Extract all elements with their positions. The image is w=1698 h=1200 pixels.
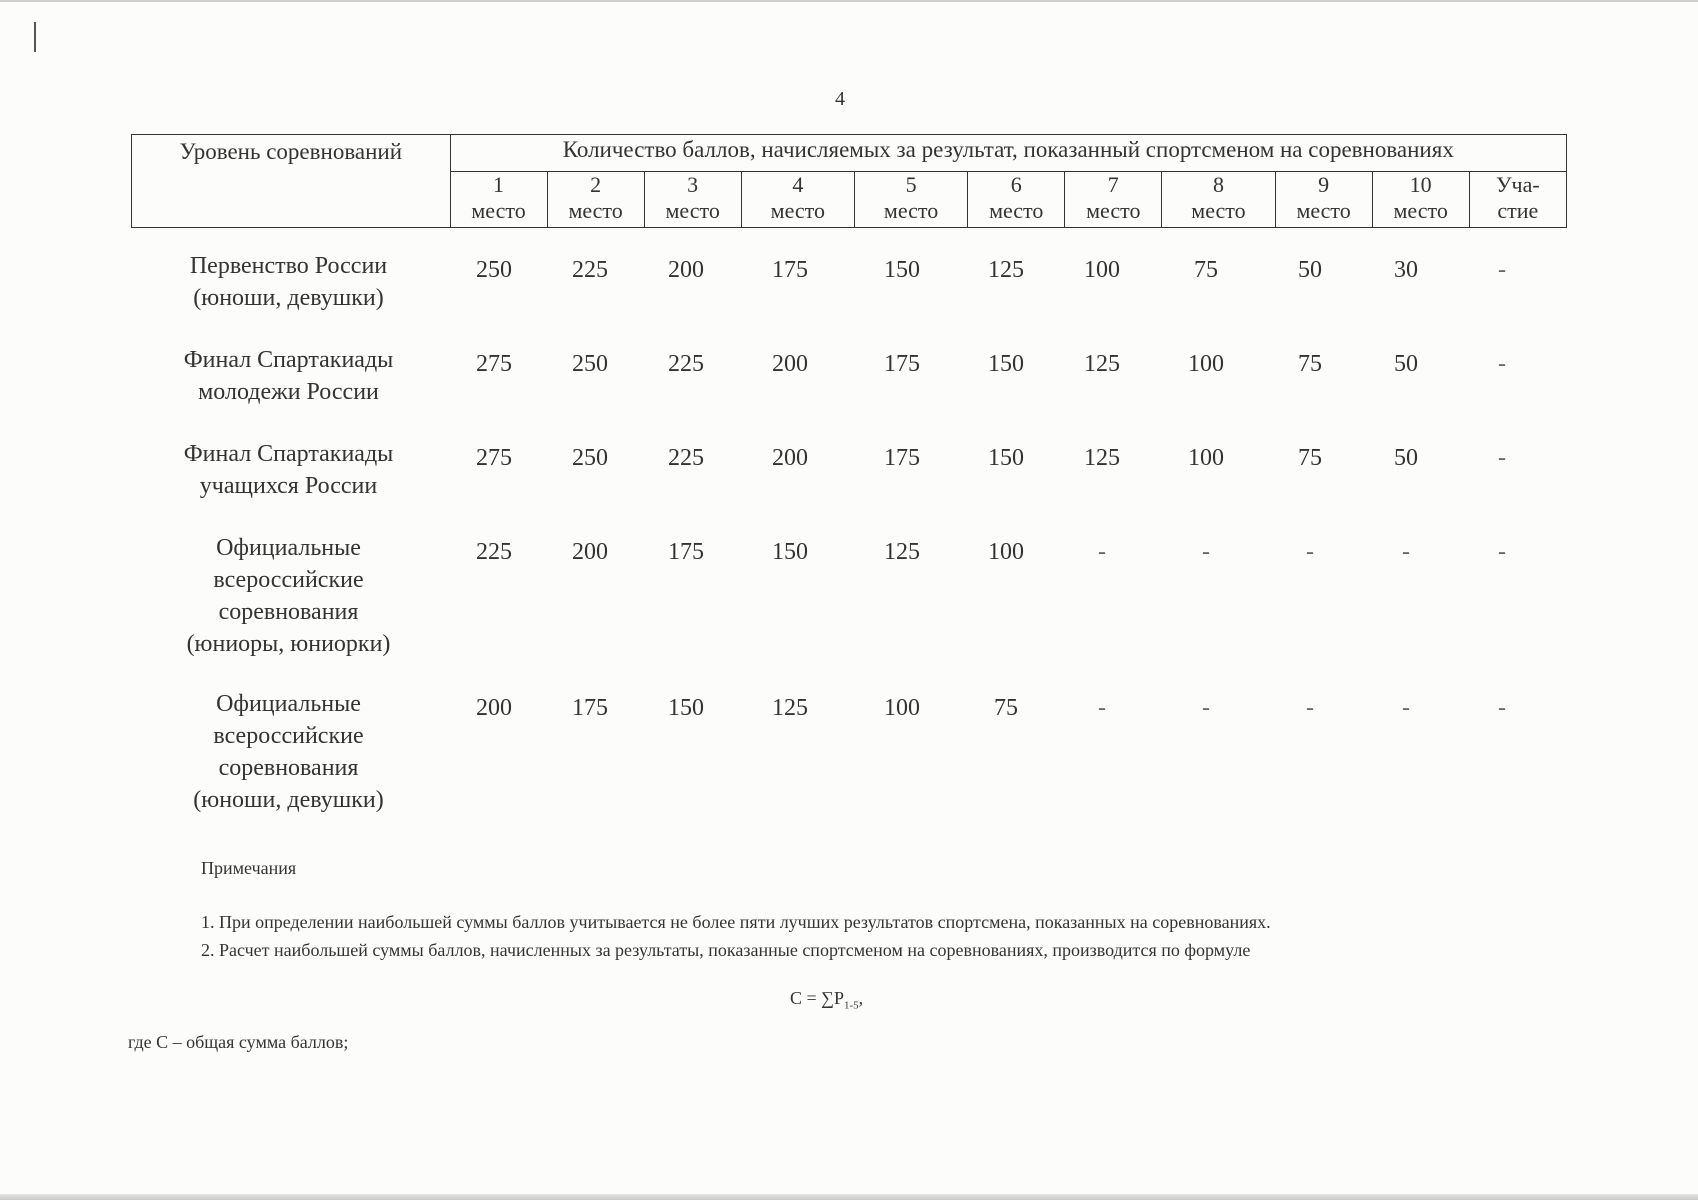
points-column-header: Количество баллов, начисляемых за результат, показанный спортсменом на соревнованиях xyxy=(450,135,1566,172)
points-cell: - xyxy=(1098,695,1106,721)
points-cell: 200 xyxy=(772,351,808,377)
place-word: место xyxy=(1296,197,1351,223)
points-cell: - xyxy=(1098,539,1106,565)
competition-level-line: всероссийские xyxy=(213,723,364,749)
points-cell: 200 xyxy=(476,695,512,721)
points-cell: 250 xyxy=(572,445,608,471)
points-cell: 225 xyxy=(668,445,704,471)
points-cell: 150 xyxy=(988,351,1024,377)
scan-margin-mark xyxy=(34,22,36,52)
points-cell: 75 xyxy=(1298,351,1322,377)
place-number: 3 xyxy=(687,171,699,197)
points-cell: 100 xyxy=(1188,445,1224,471)
place-column-header xyxy=(644,171,741,227)
competition-level-line: соревнования xyxy=(218,599,359,625)
place-column-header xyxy=(1065,171,1162,227)
place-word: место xyxy=(770,197,825,223)
points-cell: 100 xyxy=(1084,257,1120,283)
place-word: место xyxy=(883,197,939,223)
points-cell: - xyxy=(1498,539,1506,565)
competition-level-line: всероссийские xyxy=(213,567,364,593)
place-word: место xyxy=(1393,197,1448,223)
table-row xyxy=(131,438,1567,532)
place-word: стие xyxy=(1497,197,1539,223)
table-row xyxy=(131,532,1567,688)
points-cell: 150 xyxy=(772,539,808,565)
points-cell: 175 xyxy=(572,695,608,721)
formula xyxy=(790,988,863,1012)
table-header xyxy=(131,134,1567,228)
points-cell: - xyxy=(1498,257,1506,283)
place-word: место xyxy=(568,197,623,223)
table-row xyxy=(131,344,1567,438)
points-cell: 125 xyxy=(1084,351,1120,377)
points-cell: 225 xyxy=(572,257,608,283)
formula-subscript: 1-5 xyxy=(844,999,859,1012)
points-cell: 200 xyxy=(668,257,704,283)
competition-level xyxy=(131,438,446,502)
scan-bottom-edge xyxy=(0,1194,1698,1200)
points-cell: 30 xyxy=(1394,257,1418,283)
competition-level-line: (юноши, девушки) xyxy=(193,285,384,311)
points-cell: 125 xyxy=(884,539,920,565)
place-column-header xyxy=(854,171,967,227)
points-cell: 50 xyxy=(1394,351,1418,377)
place-number: 10 xyxy=(1409,171,1432,197)
points-cell: - xyxy=(1402,695,1410,721)
competition-level-line: Финал Спартакиады xyxy=(183,441,394,467)
table-row xyxy=(131,688,1567,838)
place-column-header xyxy=(450,171,547,227)
points-cell: 100 xyxy=(988,539,1024,565)
points-cell: - xyxy=(1498,445,1506,471)
points-cell: - xyxy=(1306,539,1314,565)
points-cell: - xyxy=(1202,695,1210,721)
place-number: 1 xyxy=(493,171,505,197)
points-cell: 225 xyxy=(668,351,704,377)
table-row xyxy=(131,250,1567,344)
place-number: 7 xyxy=(1107,171,1119,197)
points-cell: 175 xyxy=(884,351,920,377)
formula-definition: где C – общая сумма баллов; xyxy=(128,1032,349,1052)
points-cell: 175 xyxy=(668,539,704,565)
competition-level-line: (юниоры, юниорки) xyxy=(186,631,391,657)
competition-level-line: учащихся России xyxy=(199,473,378,499)
points-cell: 50 xyxy=(1298,257,1322,283)
level-column-header: Уровень соревнований xyxy=(132,135,451,228)
place-column-header xyxy=(1372,171,1469,227)
page-number: 4 xyxy=(835,88,845,110)
points-cell: 75 xyxy=(1298,445,1322,471)
formula-tail: , xyxy=(858,988,864,1008)
points-cell: 100 xyxy=(1188,351,1224,377)
place-number: 4 xyxy=(792,171,804,197)
formula-main: C = ∑P xyxy=(790,988,844,1008)
place-number: 6 xyxy=(1010,171,1022,197)
points-cell: 75 xyxy=(994,695,1018,721)
place-number: 5 xyxy=(905,171,917,197)
score-table-body xyxy=(131,250,1567,838)
competition-level-line: Официальные xyxy=(216,535,361,561)
place-column-header xyxy=(547,171,644,227)
points-cell: - xyxy=(1402,539,1410,565)
place-word: место xyxy=(665,197,720,223)
competition-level-line: Официальные xyxy=(216,691,361,717)
competition-level-line: Финал Спартакиады xyxy=(183,347,394,373)
place-number: 8 xyxy=(1212,171,1224,197)
points-cell: 150 xyxy=(668,695,704,721)
place-word: место xyxy=(1086,197,1141,223)
competition-level-line: молодежи России xyxy=(198,379,379,405)
competition-level xyxy=(131,532,446,660)
points-cell: 125 xyxy=(988,257,1024,283)
competition-level xyxy=(131,688,446,816)
points-cell: - xyxy=(1306,695,1314,721)
points-cell: 50 xyxy=(1394,445,1418,471)
points-cell: - xyxy=(1202,539,1210,565)
place-word: место xyxy=(471,197,526,223)
points-cell: 250 xyxy=(476,257,512,283)
notes-title: Примечания xyxy=(201,858,297,878)
note-item-1: 1. При определении наибольшей суммы баллов учитывается не более пяти лучших результатов спортсмена, показанных на соревнованиях. xyxy=(201,912,1271,932)
points-cell: 100 xyxy=(884,695,920,721)
competition-level-line: соревнования xyxy=(218,755,359,781)
points-cell: 275 xyxy=(476,445,512,471)
points-cell: 200 xyxy=(772,445,808,471)
points-cell: 175 xyxy=(772,257,808,283)
place-number: 2 xyxy=(590,171,602,197)
competition-level-line: Первенство России xyxy=(189,253,388,279)
points-cell: 200 xyxy=(572,539,608,565)
points-cell: - xyxy=(1498,351,1506,377)
points-cell: 150 xyxy=(988,445,1024,471)
points-cell: 275 xyxy=(476,351,512,377)
place-column-header xyxy=(1275,171,1372,227)
place-word: место xyxy=(1191,197,1246,223)
points-cell: 175 xyxy=(884,445,920,471)
points-cell: 125 xyxy=(772,695,808,721)
place-column-header xyxy=(741,171,854,227)
place-column-header xyxy=(1469,171,1566,227)
points-cell: 125 xyxy=(1084,445,1120,471)
points-cell: - xyxy=(1498,695,1506,721)
competition-level xyxy=(131,344,446,408)
place-number: 9 xyxy=(1318,171,1330,197)
points-cell: 250 xyxy=(572,351,608,377)
competition-level xyxy=(131,250,446,314)
place-number: Уча- xyxy=(1495,171,1540,197)
points-cell: 150 xyxy=(884,257,920,283)
place-column-header xyxy=(1162,171,1275,227)
scan-top-edge xyxy=(0,0,1698,2)
place-word: место xyxy=(989,197,1044,223)
competition-level-line: (юноши, девушки) xyxy=(193,787,384,813)
points-cell: 225 xyxy=(476,539,512,565)
note-item-2: 2. Расчет наибольшей суммы баллов, начисленных за результаты, показанные спортсменом на соревнованиях, производится по формуле xyxy=(201,940,1251,960)
points-cell: 75 xyxy=(1194,257,1218,283)
place-column-header xyxy=(968,171,1065,227)
